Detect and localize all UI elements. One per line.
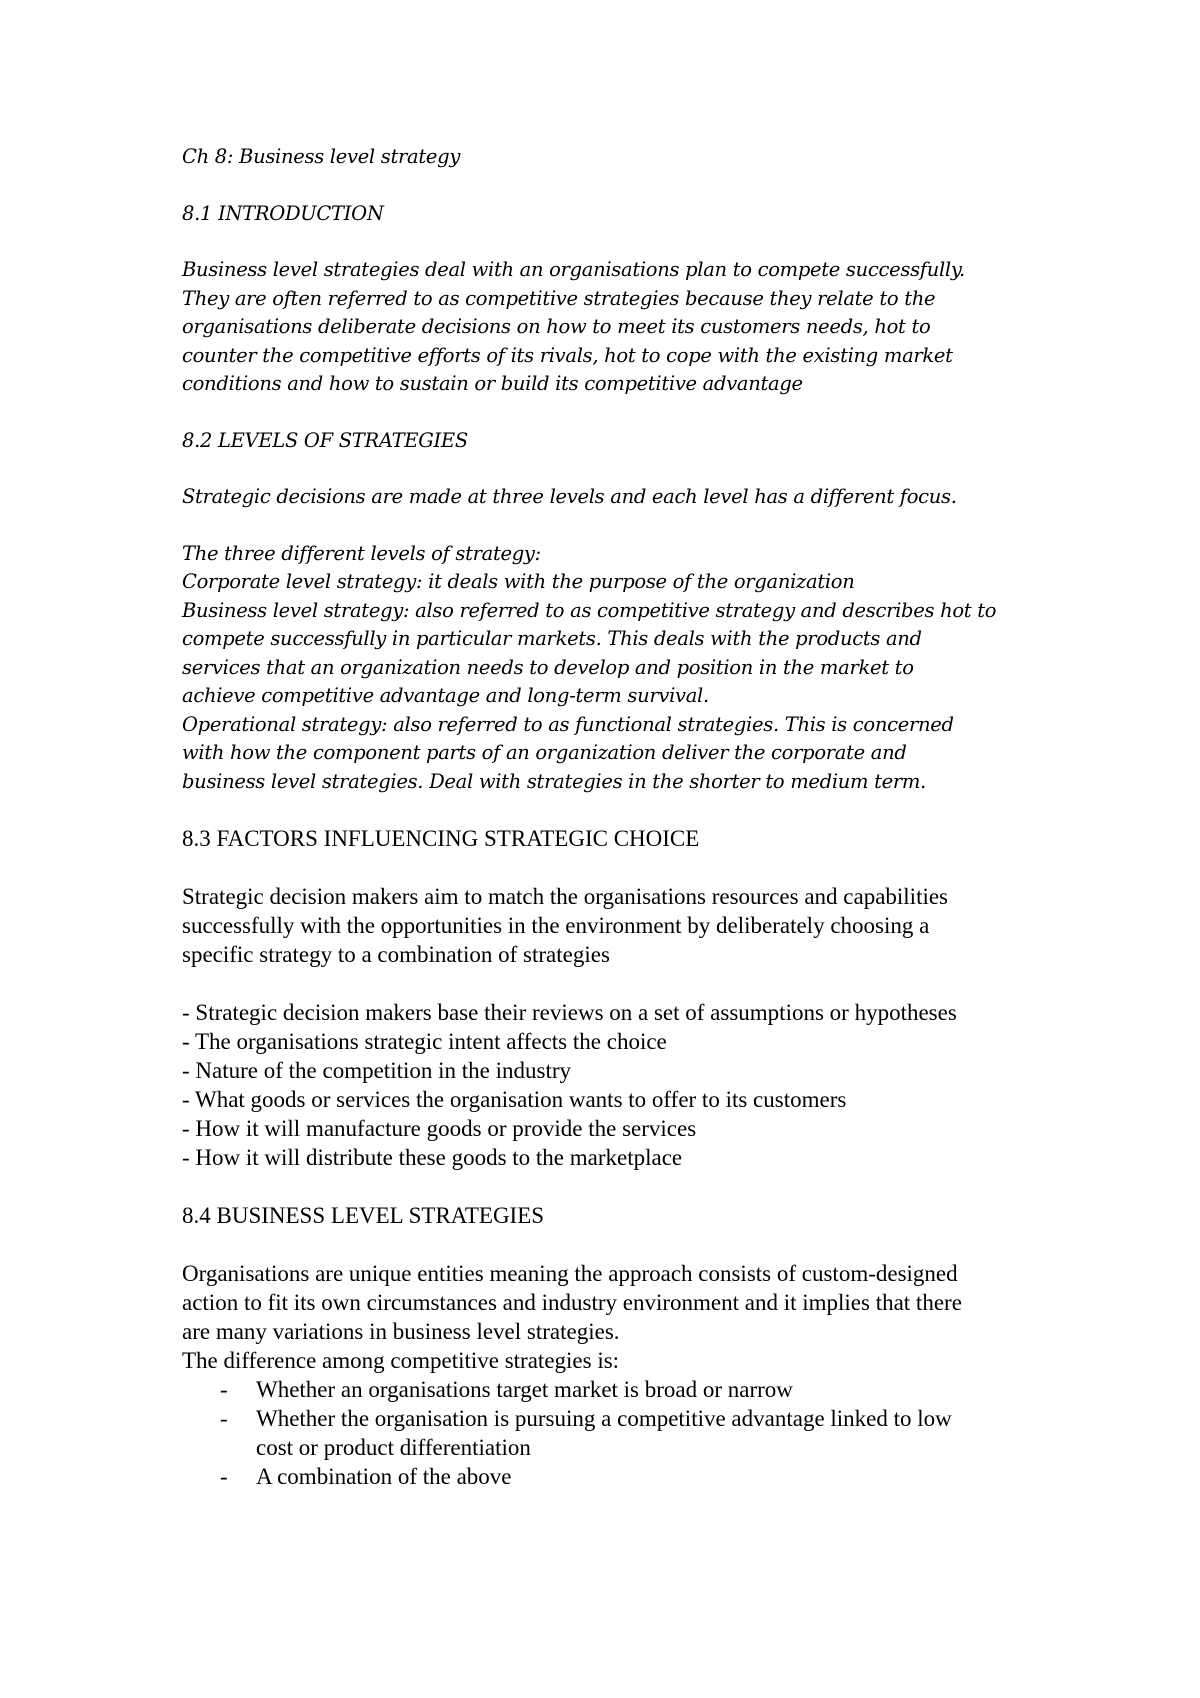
- dash-marker: -: [220, 1406, 228, 1431]
- paragraph-line: Business level strategy: also referred to as competitive strategy and describes hot to: [182, 598, 997, 622]
- paragraph-line: are many variations in business level strategies.: [182, 1319, 620, 1344]
- paragraph-line: conditions and how to sustain or build its competitive advantage: [182, 372, 803, 395]
- paragraph-line: Strategic decision makers aim to match the organisations resources and capabilities: [182, 884, 949, 909]
- paragraph-line: They are often referred to as competitive strategies because they relate to the: [182, 286, 936, 310]
- levels-intro: Strategic decisions are made at three levels and each level has a different focus.: [182, 485, 957, 508]
- competitive-differences-list: [182, 1375, 1062, 1491]
- paragraph-line: Business level strategies deal with an organisations plan to compete successfully.: [182, 258, 965, 281]
- factors-list: [182, 998, 1062, 1172]
- list-item: - Strategic decision makers base their reviews on a set of assumptions or hypotheses: [182, 1000, 957, 1025]
- paragraph-line: with how the component parts of an organization deliver the corporate and: [182, 741, 907, 764]
- list-item-text: Whether an organisations target market is broad or narrow: [256, 1377, 793, 1402]
- business-level-paragraph: [182, 1259, 1062, 1375]
- list-item: [182, 1462, 1062, 1491]
- list-item: - How it will manufacture goods or provide the services: [182, 1116, 697, 1141]
- section-heading-introduction: 8.1 INTRODUCTION: [182, 201, 384, 225]
- paragraph-line: compete successfully in particular markets. This deals with the products and: [182, 627, 922, 650]
- list-item: [182, 1375, 1062, 1404]
- paragraph-line: successfully with the opportunities in the environment by deliberately choosing a: [182, 913, 930, 938]
- list-item: - How it will distribute these goods to the marketplace: [182, 1145, 683, 1170]
- introduction-paragraph: [182, 256, 1062, 399]
- section-heading-business-level: 8.4 BUSINESS LEVEL STRATEGIES: [182, 1203, 545, 1228]
- list-item-text-continued: cost or product differentiation: [256, 1435, 531, 1460]
- list-item-text: Whether the organisation is pursuing a competitive advantage linked to low: [256, 1406, 952, 1431]
- factors-paragraph: [182, 882, 1062, 969]
- list-item: [182, 1404, 1062, 1462]
- paragraph-line: counter the competitive efforts of its rivals, hot to cope with the existing market: [182, 343, 953, 367]
- chapter-title: Ch 8: Business level strategy: [182, 145, 461, 168]
- paragraph-line: The three different levels of strategy:: [182, 541, 541, 565]
- dash-marker: -: [220, 1377, 228, 1402]
- list-item-text: A combination of the above: [256, 1464, 512, 1489]
- list-item: - Nature of the competition in the industry: [182, 1058, 571, 1083]
- paragraph-line: specific strategy to a combination of strategies: [182, 942, 610, 967]
- paragraph-line: Corporate level strategy: it deals with the purpose of the organization: [182, 570, 855, 593]
- section-heading-levels: 8.2 LEVELS OF STRATEGIES: [182, 428, 468, 452]
- paragraph-line: achieve competitive advantage and long-term survival.: [182, 684, 709, 707]
- list-item: - What goods or services the organisation wants to offer to its customers: [182, 1087, 847, 1112]
- paragraph-line: organisations deliberate decisions on how to meet its customers needs, hot to: [182, 315, 931, 338]
- paragraph-line: Operational strategy: also referred to as functional strategies. This is concerned: [182, 712, 954, 736]
- section-heading-factors: 8.3 FACTORS INFLUENCING STRATEGIC CHOICE: [182, 826, 700, 851]
- levels-paragraph: [182, 540, 1062, 797]
- list-item: - The organisations strategic intent affects the choice: [182, 1029, 667, 1054]
- paragraph-line: business level strategies. Deal with strategies in the shorter to medium term.: [182, 769, 926, 793]
- paragraph-line: Organisations are unique entities meaning the approach consists of custom-designed: [182, 1261, 958, 1286]
- paragraph-line: services that an organization needs to develop and position in the market to: [182, 655, 914, 679]
- paragraph-line: The difference among competitive strategies is:: [182, 1348, 620, 1373]
- paragraph-line: action to fit its own circumstances and industry environment and it implies that there: [182, 1290, 962, 1315]
- dash-marker: -: [220, 1464, 228, 1489]
- document-body: [182, 143, 1062, 1491]
